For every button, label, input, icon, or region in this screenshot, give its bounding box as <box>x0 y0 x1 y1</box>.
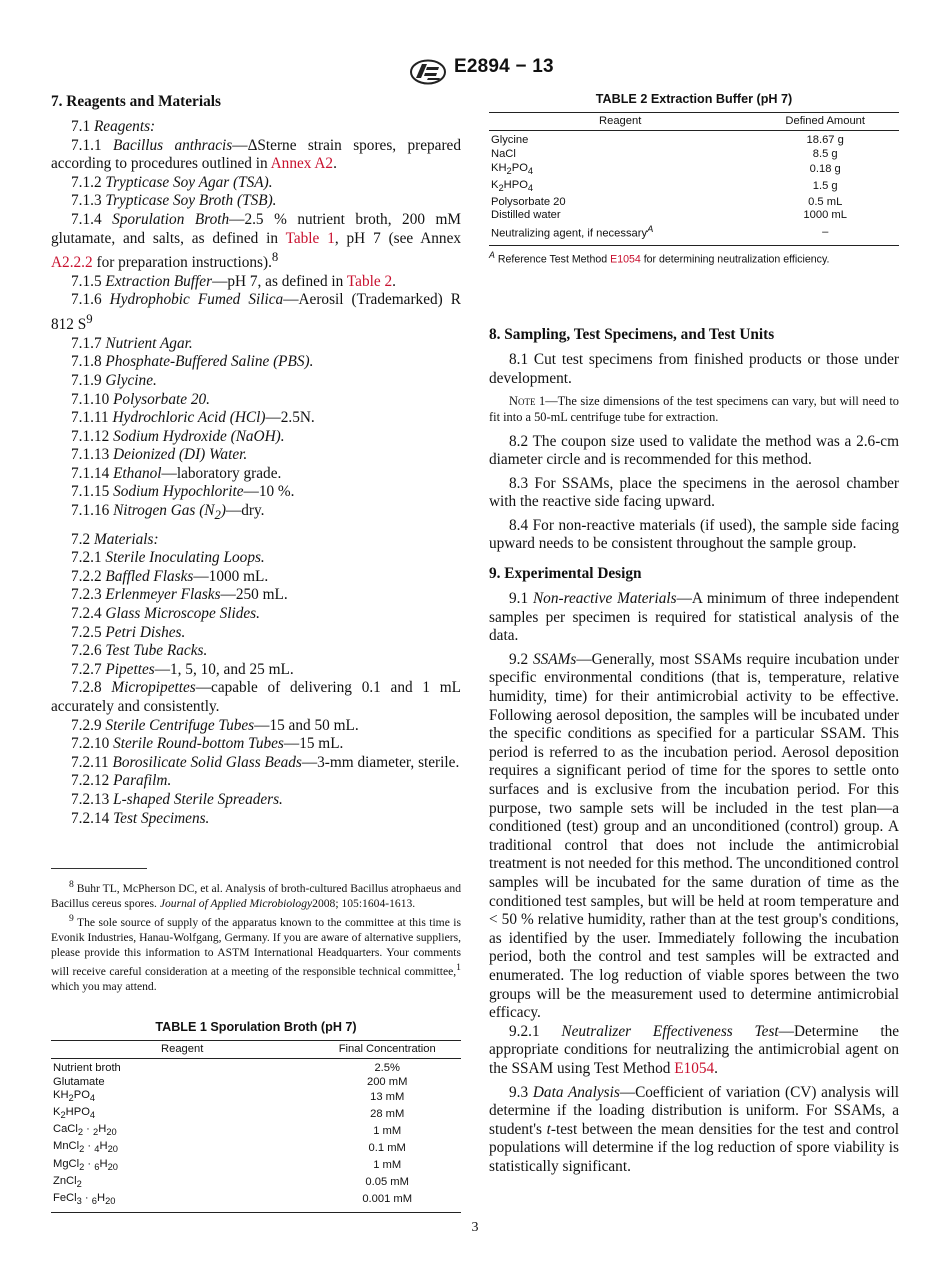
table-1-value: 13 mM <box>370 1090 405 1103</box>
item-7-2-13: 7.2.13 L-shaped Sterile Spreaders. <box>71 791 283 809</box>
item-7-2-11: 7.2.11 Borosilicate Solid Glass Beads—3-mm diameter, sterile. <box>71 753 460 771</box>
table-2-reagent: Distilled water <box>491 209 561 222</box>
table-2-reagent: $KH_2PO_4$ <box>491 161 534 176</box>
table-2-row <box>489 179 899 196</box>
table-1-value: 200 mM <box>366 1075 408 1088</box>
table-2-row <box>489 148 899 162</box>
table-1-reagent: Nutrient broth <box>53 1061 121 1074</box>
table-1-caption: TABLE 1 Sporulation Broth (pH 7) <box>155 1019 357 1034</box>
table-2-row <box>489 131 899 148</box>
table-2-value: 0.18 g <box>809 163 841 176</box>
item-7-1-15: 7.1.15 Sodium Hypochlorite—10 %. <box>71 483 295 501</box>
item-7-2-3: 7.2.3 Erlenmeyer Flasks—250 mL. <box>71 586 288 604</box>
section-7-heading: 7. Reagents and Materials <box>51 93 221 110</box>
item-7-1-2: 7.1.2 Trypticase Soy Agar (TSA). <box>71 173 273 191</box>
table-2-footnote: $^A$ Reference Test Method E1054 for determining neutralization efficiency. <box>489 249 830 266</box>
item-7-1-13: 7.1.13 Deionized (DI) Water. <box>71 446 248 464</box>
table-1-row <box>51 1089 461 1106</box>
table-2-reagent: NaCl <box>491 147 516 160</box>
section-9-heading: 9. Experimental Design <box>489 565 642 583</box>
table-1-row <box>51 1192 461 1213</box>
table-2-row <box>489 196 899 210</box>
table-2-value: 0.5 mL <box>808 195 843 208</box>
page-number: 3 <box>471 1220 479 1235</box>
table-2-value: 1000 mL <box>803 209 847 222</box>
table-2-reagent: $K_2HPO_4$ <box>491 178 534 193</box>
item-7-2-6: 7.2.6 Test Tube Racks. <box>71 642 208 660</box>
para-9-2: 9.2 SSAMs—Generally, most SSAMs require incubation under specific environmental conditions (that is, temperature, relative humidity, time) for their antimicrobial activity to be effective. Following aerosol deposition, the samples will be incubated under the specific conditions as specified for a particular SSAM. This period is referred to as the incubation period. Aerosol deposition requires a significant period of time for the spores to settle onto surfaces and is exclusive from the incubation period. For this purpose, two sample sets will be included in the test plan—a conditioned (test) group and an unconditioned (control) group. A traditional control that does not include the antimicrobial treatment is not needed for this method. The unconditioned control samples will be incubated for the same duration of time as the conditioned test samples, but will be held at room temperature and < 50 % relative humidity, rather than at the test group's conditions, as identified by the user. Immediately following the incubation period, both the control and test samples will be extracted and enumerated. The log reduction of viable spores between the two groups will be the measurement used to determine antimicrobial efficacy. <box>489 650 899 1022</box>
table-2-row <box>489 223 899 245</box>
item-7-2-5: 7.2.5 Petri Dishes. <box>71 623 186 641</box>
table-1-col-reagent: Reagent <box>51 1040 313 1058</box>
table-1-row <box>51 1058 461 1075</box>
table-1-reagent: FeCl$_3$ · $_6H_{20}$ <box>51 1192 313 1213</box>
table-1-reagent: MgCl$_2$ · $_6H_{20}$ <box>53 1157 118 1172</box>
table-1-col-value: Final Concentration <box>313 1040 461 1058</box>
item-7-1-12: 7.1.12 Sodium Hydroxide (NaOH). <box>71 427 285 445</box>
table-1-row <box>51 1158 461 1175</box>
item-7-1-3: 7.1.3 Trypticase Soy Broth (TSB). <box>71 192 277 210</box>
table-1-reagent: $K_2HPO_4$ <box>53 1106 96 1121</box>
table-2-value: – <box>751 223 899 245</box>
table-1-value: 0.1 mM <box>368 1142 406 1155</box>
table-2-value: 18.67 g <box>806 134 844 146</box>
table-1-row <box>51 1175 461 1192</box>
xref-link[interactable]: Annex A2 <box>270 155 334 173</box>
footnote-9: $^9$ The sole source of supply of the apparatus known to the committee at this time is Evonik Industries, Hanau-Wolfgang, Germany. If you are aware of alternative suppliers, please provide this information to ASTM International Headquarters. Your comments will receive careful consideration at a meeting of the responsible technical committee,$^1$ which you may attend. <box>51 913 461 993</box>
table-1-value: 1 mM <box>373 1159 402 1172</box>
para-8-2: 8.2 The coupon size used to validate the method was a 2.6-cm diameter circle and is recommended for this method. <box>489 432 899 469</box>
item-7-1-14: 7.1.14 Ethanol—laboratory grade. <box>71 464 282 482</box>
astm-logo-icon <box>408 58 448 86</box>
item-7-2-14: 7.2.14 Test Specimens. <box>71 809 210 827</box>
table-1-row <box>51 1140 461 1157</box>
footnote-8: $^8$ Buhr TL, McPherson DC, et al. Analysis of broth-cultured Bacillus atrophaeus and Bacillus cereus spores. Journal of Applied Microbiology2008; 105:1604-1613. <box>51 879 461 911</box>
table-1-reagent: Glutamate <box>53 1075 105 1088</box>
table-2-reagent: Glycine <box>491 134 529 146</box>
table-1-value: 28 mM <box>370 1108 405 1121</box>
table-2-reagent: Polysorbate 20 <box>491 195 566 208</box>
page-header <box>0 52 950 92</box>
item-7-2-10: 7.2.10 Sterile Round-bottom Tubes—15 mL. <box>71 735 344 753</box>
xref-link[interactable]: A2.2.2 <box>51 254 93 272</box>
table-1-row <box>51 1076 461 1090</box>
para-8-1: 8.1 Cut test specimens from finished products or those under development. <box>489 351 899 387</box>
item-7-1-11: 7.1.11 Hydrochloric Acid (HCl)—2.5N. <box>71 409 315 427</box>
table-1-value: 0.001 mM <box>313 1192 461 1213</box>
table-1-value: 0.05 mM <box>365 1176 409 1189</box>
table-2-value: 8.5 g <box>812 147 838 160</box>
table-2-col-value: Defined Amount <box>751 113 899 131</box>
table-1-row <box>51 1123 461 1140</box>
right-column <box>489 92 899 1176</box>
para-9-2-1: 9.2.1 Neutralizer Effectiveness Test—Determine the appropriate conditions for neutralizing the antimicrobial agent on the SSAM using Test Method E1054. <box>489 1022 900 1077</box>
table-2-row <box>489 162 899 179</box>
item-7-1-8: 7.1.8 Phosphate-Buffered Saline (PBS). <box>71 353 314 371</box>
para-9-3: 9.3 Data Analysis—Coefficient of variation (CV) analysis will determine if the loading distribution is uniform. For SSAMs, a student's t-test between the mean densities for the test and control populations will determine if the log reduction of spore viability is statistically significant. <box>489 1083 899 1175</box>
section-7-list <box>51 118 461 828</box>
item-7-1-7: 7.1.7 Nutrient Agar. <box>71 334 193 352</box>
item-7-2-7: 7.2.7 Pipettes—1, 5, 10, and 25 mL. <box>71 660 294 678</box>
xref-link[interactable]: Table 1 <box>285 229 335 247</box>
item-7-2-4: 7.2.4 Glass Microscope Slides. <box>71 605 260 623</box>
item-7-1-16: 7.1.16 Nitrogen Gas $(N_2)—dry$. <box>71 502 265 523</box>
table-2-reagent: Neutralizing agent, if necessary$^A$ <box>489 223 751 245</box>
para-8-3: 8.3 For SSAMs, place the specimens in the aerosol chamber with the reactive side facing upward. <box>489 474 899 511</box>
e1054-link[interactable]: E1054 <box>610 253 641 266</box>
table-1-value: 1 mM <box>373 1125 402 1138</box>
item-7-1-5: 7.1.5 Extraction Buffer—pH 7, as defined in Table 2. <box>71 272 396 290</box>
xref-link[interactable]: Table 2 <box>346 272 393 290</box>
item-7-2-9: 7.2.9 Sterile Centrifuge Tubes—15 and 50 mL. <box>71 716 359 734</box>
table-2-caption: TABLE 2 Extraction Buffer (pH 7) <box>595 92 793 106</box>
item-7-2-8: 7.2.8 Micropipettes—capable of delivering 0.1 and 1 mL accurately and consistently. <box>51 679 461 716</box>
table-1-row <box>51 1106 461 1123</box>
table-1 <box>51 1040 461 1213</box>
e1054-link-2[interactable]: E1054 <box>674 1059 715 1077</box>
item-7-1-6: 7.1.6 Hydrophobic Fumed Silica—Aerosil (Trademarked) R 812 $S^9$ <box>51 291 461 334</box>
para-9-1: 9.1 Non-reactive Materials—A minimum of three independent samples per specimen is required for statistical analysis of the data. <box>489 590 899 645</box>
table-1-value: 2.5% <box>374 1061 400 1074</box>
table-2-col-reagent: Reagent <box>489 113 751 131</box>
item-7-1-4: 7.1.4 Sporulation Broth—2.5 % nutrient broth, 200 mM glutamate, and salts, as defined in Table 1, pH 7 (see Annex A2.2.2 for preparation instructions).$^8$ <box>51 210 462 272</box>
item-7-1-9: 7.1.9 Glycine. <box>71 371 157 389</box>
table-2-row <box>489 209 899 223</box>
left-column <box>51 92 461 1213</box>
item-7-2-1: 7.2.1 Sterile Inoculating Loops. <box>71 549 265 567</box>
table-2 <box>489 112 899 246</box>
item-7-1-10: 7.1.10 Polysorbate 20. <box>71 390 210 408</box>
standard-number: E2894 − 13 <box>454 56 554 77</box>
table-1-reagent: $KH_2PO_4$ <box>53 1089 96 1104</box>
footnote-rule <box>51 868 147 869</box>
item-7-2-12: 7.2.12 Parafilm. <box>71 772 172 790</box>
table-1-reagent: ZnCl$_2$ <box>53 1174 82 1189</box>
item-7-2: 7.2 Materials: <box>71 530 159 548</box>
para-8-4: 8.4 For non-reactive materials (if used), the sample side facing upward needs to be consistent throughout the sample group. <box>489 516 899 553</box>
section-8-heading: 8. Sampling, Test Specimens, and Test Units <box>489 326 775 344</box>
table-1-reagent: MnCl$_2$ · $_4H_{20}$ <box>53 1140 118 1155</box>
table-2-value: 1.5 g <box>812 180 838 193</box>
item-7-2-2: 7.2.2 Baffled Flasks—1000 mL. <box>71 567 269 585</box>
item-7-1-1: 7.1.1 Bacillus anthracis—ΔSterne strain spores, prepared according to procedures outlined in Annex A2. <box>51 136 461 173</box>
note-1: Note 1—The size dimensions of the test specimens can vary, but will need to fit into a 50-mL centrifuge tube for extraction. <box>489 393 899 424</box>
item-7-1: 7.1 Reagents: <box>71 118 156 135</box>
table-1-reagent: CaCl$_2$ · $_2H_{20}$ <box>53 1123 117 1138</box>
